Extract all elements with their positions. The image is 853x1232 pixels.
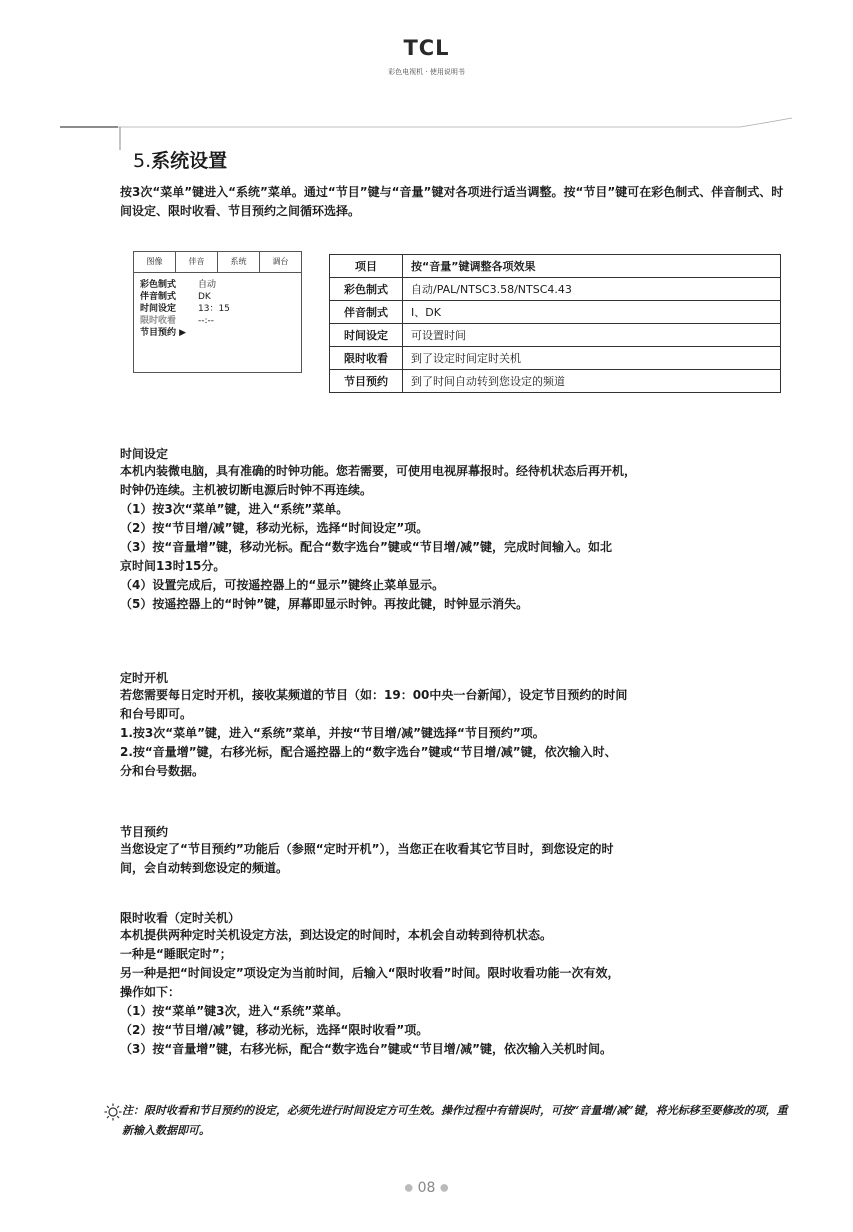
timer-off-heading: 限时收看（定时关机）: [120, 911, 241, 925]
header-divider: [0, 100, 853, 150]
body-line: （1）按“菜单”键3次，进入“系统”菜单。: [120, 1004, 349, 1018]
body-line: 和台号即可。: [120, 707, 193, 721]
table-row: [330, 301, 781, 324]
table-cell-item: 限时收看: [330, 347, 403, 370]
body-line: 当您设定了“节目预约”功能后（参照“定时开机”），当您正在收看其它节目时，到您设定的时: [120, 842, 614, 856]
table-cell-effect: 到了设定时间定时关机: [403, 347, 781, 370]
body-line: 操作如下：: [120, 985, 181, 999]
table-header-item: 项目: [330, 255, 403, 278]
menu-row-label: 节目预约 ▶: [140, 328, 187, 338]
body-line: （2）按“节目增/减”键，移动光标，选择“时间设定”项。: [120, 521, 429, 535]
table-cell-effect: 可设置时间: [403, 324, 781, 347]
menu-row-value: --:--: [198, 316, 215, 326]
table-row: [330, 324, 781, 347]
header-subtitle: 彩色电视机 · 使用说明书: [388, 68, 465, 76]
table-cell-effect: 自动/PAL/NTSC3.58/NTSC4.43: [403, 278, 781, 301]
table-row: [330, 370, 781, 393]
section-title: [133, 146, 227, 173]
timer-off-body: [120, 926, 790, 1059]
body-line: （3）按“音量增”键，右移光标，配合“数字选台”键或“节目增/减”键，依次输入关机时间。: [120, 1042, 613, 1056]
page-dot-right: ●: [439, 1182, 449, 1194]
table-row: [330, 347, 781, 370]
section-number: 5.: [133, 150, 152, 172]
menu-row-value: 13：15: [198, 304, 230, 314]
section-title-text: 系统设置: [151, 150, 228, 172]
body-line: 一种是“睡眠定时”；: [120, 947, 232, 961]
menu-row-label: 伴音制式: [140, 292, 177, 302]
sun-icon: [104, 1103, 122, 1121]
table-cell-item: 时间设定: [330, 324, 403, 347]
table-row: [330, 278, 781, 301]
menu-row: [140, 327, 295, 339]
body-line: 时钟仍连续。主机被切断电源后时钟不再连续。: [120, 483, 373, 497]
page-number-text: 08: [417, 1180, 436, 1196]
timer-on-body: [120, 686, 790, 781]
body-line: 本机内装微电脑，具有准确的时钟功能。您若需要，可使用电视屏幕报时。经待机状态后再开机，: [120, 464, 637, 478]
body-line: 2.按“音量增”键，右移光标，配合遥控器上的“数字选台”键或“节目增/减”键，依次输入时、: [120, 745, 617, 759]
program-reserve-body: [120, 840, 790, 878]
note-text: 注：限时收看和节目预约的设定，必须先进行时间设定方可生效。操作过程中有错误时，可按“音量增/减”键，将光标移至要修改的项，重新输入数据即可。: [122, 1104, 788, 1137]
body-line: （4）设置完成后，可按遥控器上的“显示”键终止菜单显示。: [120, 578, 445, 592]
menu-row: [140, 291, 295, 303]
time-setting-body: [120, 462, 790, 614]
table-cell-effect: I、DK: [403, 301, 781, 324]
body-line: 另一种是把“时间设定”项设定为当前时间，后输入“限时收看”时间。限时收看功能一次有效，: [120, 966, 620, 980]
settings-table: [329, 254, 781, 393]
brand-logo: TCL: [403, 36, 450, 60]
table-cell-item: 伴音制式: [330, 301, 403, 324]
menu-row: [140, 303, 295, 315]
menu-tab-picture: 图像: [134, 252, 176, 272]
menu-row-label: 限时收看: [140, 316, 177, 326]
program-reserve-heading: 节目预约: [120, 825, 169, 839]
body-line: 本机提供两种定时关机设定方法，到达设定的时间时，本机会自动转到待机状态。: [120, 928, 553, 942]
time-setting-heading: 时间设定: [120, 447, 169, 461]
table-cell-item: 节目预约: [330, 370, 403, 393]
intro-paragraph: 按3次“菜单”键进入“系统”菜单。通过“节目”键与“音量”键对各项进行适当调整。按“节目”键可在彩色制式、伴音制式、时间设定、限时收看、节目预约之间循环选择。: [120, 185, 784, 218]
table-cell-effect: 到了时间自动转到您设定的频道: [403, 370, 781, 393]
body-line: （1）按3次“菜单”键，进入“系统”菜单。: [120, 502, 349, 516]
menu-tab-sound: 伴音: [176, 252, 218, 272]
body-line: （3）按“音量增”键，移动光标。配合“数字选台”键或“节目增/减”键，完成时间输入。如北: [120, 540, 613, 554]
body-line: 若您需要每日定时开机，接收某频道的节目（如：19：00中央一台新闻），设定节目预约的时间: [120, 688, 628, 702]
page-number: [0, 1180, 853, 1196]
body-line: （5）按遥控器上的“时钟”键，屏幕即显示时钟。再按此键，时钟显示消失。: [120, 597, 529, 611]
table-header-effect: 按“音量”键调整各项效果: [403, 255, 781, 278]
system-menu-illustration: [133, 251, 302, 373]
body-line: （2）按“节目增/减”键，移动光标，选择“限时收看”项。: [120, 1023, 429, 1037]
body-line: 京时间13时15分。: [120, 559, 226, 573]
table-cell-item: 彩色制式: [330, 278, 403, 301]
menu-row: [140, 315, 295, 327]
table-header-row: [330, 255, 781, 278]
menu-row: [140, 279, 295, 291]
menu-row-value: 自动: [198, 280, 217, 290]
menu-tab-system: 系统: [218, 252, 260, 272]
menu-row-label: 时间设定: [140, 304, 177, 314]
body-line: 分和台号数据。: [120, 764, 205, 778]
page-dot-left: ●: [404, 1182, 414, 1194]
menu-tab-tuning: 调台: [272, 257, 289, 266]
body-line: 1.按3次“菜单”键，进入“系统”菜单，并按“节目增/减”键选择“节目预约”项。: [120, 726, 545, 740]
menu-tabs: [134, 252, 301, 273]
body-line: 间，会自动转到您设定的频道。: [120, 861, 289, 875]
menu-row-label: 彩色制式: [140, 280, 177, 290]
menu-row-value: DK: [198, 292, 211, 302]
timer-on-heading: 定时开机: [120, 671, 169, 685]
menu-rows: [134, 273, 301, 339]
